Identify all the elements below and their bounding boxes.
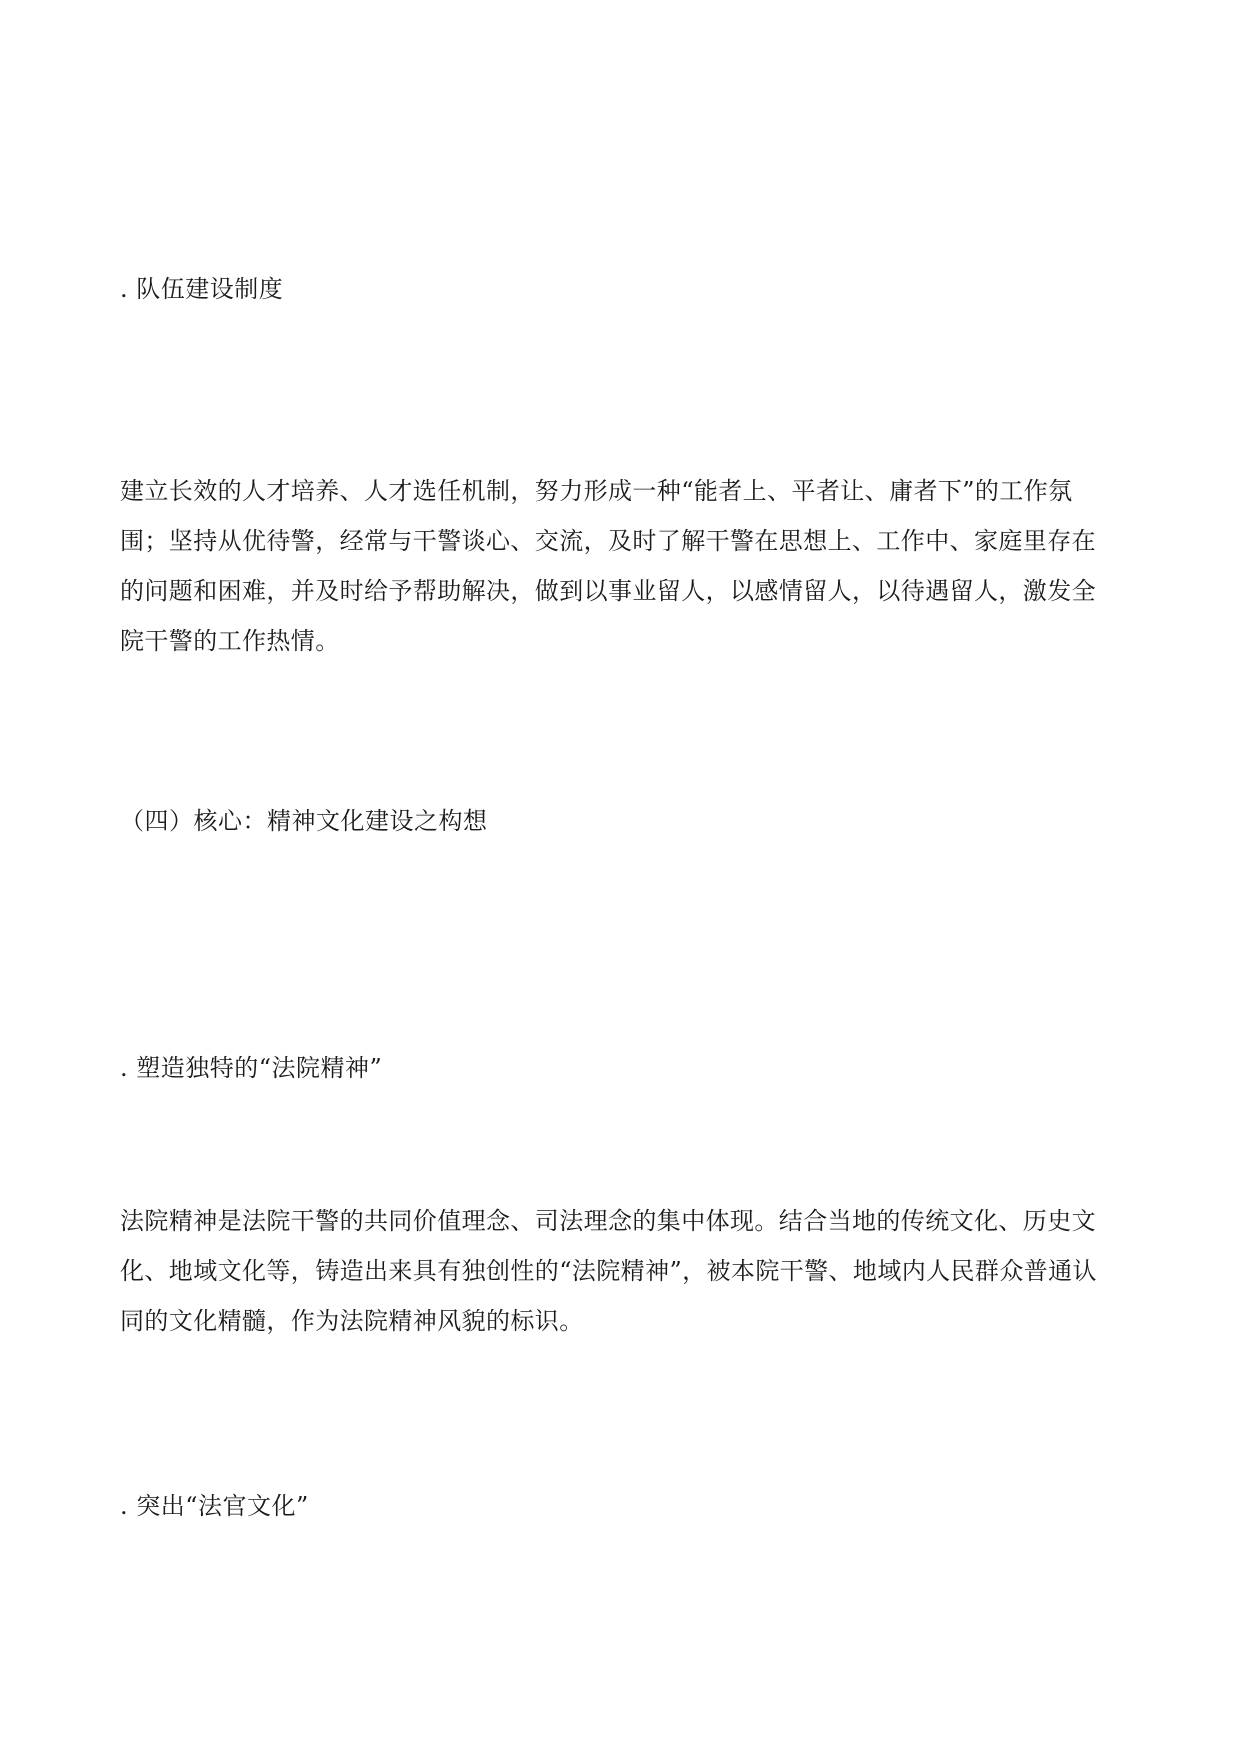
paragraph-line: 法院精神是法院干警的共同价值理念、司法理念的集中体现。结合当地的传统文化、历史文 bbox=[120, 1207, 1096, 1235]
paragraph-line: 建立长效的人才培养、人才选任机制，努力形成一种“能者上、平者让、庸者下”的工作氛 bbox=[120, 477, 1073, 505]
paragraph-line: 院干警的工作热情。 bbox=[120, 627, 340, 655]
paragraph-line: 的问题和困难，并及时给予帮助解决，做到以事业留人，以感情留人，以待遇留人，激发全 bbox=[120, 577, 1096, 605]
paragraph-line: 围；坚持从优待警，经常与干警谈心、交流，及时了解干警在思想上、工作中、家庭里存在 bbox=[120, 527, 1096, 555]
section-4-heading: （四）核心：精神文化建设之构想 bbox=[120, 807, 488, 835]
paragraph-talent-mechanism bbox=[120, 466, 1130, 666]
paragraph-court-spirit bbox=[120, 1196, 1130, 1346]
paragraph-line: 化、地域文化等，铸造出来具有独创性的“法院精神”，被本院干警、地域内人民群众普通认 bbox=[120, 1257, 1097, 1285]
heading-judge-culture: . 突出“法官文化” bbox=[120, 1492, 309, 1520]
heading-court-spirit: . 塑造独特的“法院精神” bbox=[120, 1054, 383, 1082]
paragraph-line: 同的文化精髓，作为法院精神风貌的标识。 bbox=[120, 1307, 584, 1335]
heading-team-system: . 队伍建设制度 bbox=[120, 275, 284, 303]
